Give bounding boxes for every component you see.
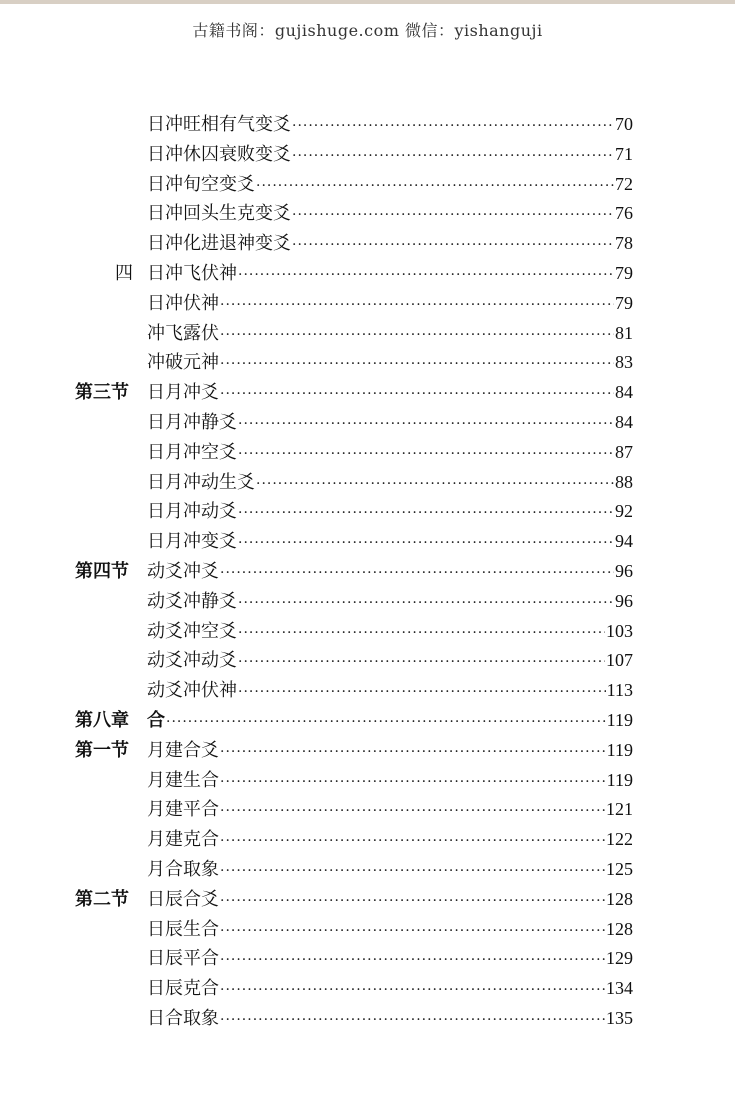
dot-leader bbox=[220, 291, 614, 321]
toc-page-number: 71 bbox=[615, 143, 633, 164]
toc-page-number: 81 bbox=[615, 322, 633, 343]
toc-entry[interactable] bbox=[147, 110, 633, 142]
toc-entry[interactable] bbox=[147, 766, 633, 798]
toc-entry-title: 冲破元神 bbox=[147, 352, 219, 374]
toc-entry[interactable] bbox=[147, 319, 633, 351]
dot-leader bbox=[238, 440, 614, 470]
toc-entry[interactable] bbox=[147, 736, 633, 768]
toc-entry[interactable] bbox=[147, 944, 633, 976]
toc-row bbox=[0, 825, 735, 855]
dot-leader bbox=[220, 738, 606, 768]
toc-entry[interactable] bbox=[147, 617, 633, 649]
toc-entry[interactable] bbox=[147, 229, 633, 261]
toc-entry-title: 日冲旺相有气变爻 bbox=[147, 114, 291, 135]
toc-entry-title: 日月冲变爻 bbox=[147, 531, 237, 553]
toc-section-label: 第二节 bbox=[75, 888, 129, 910]
dot-leader bbox=[220, 1006, 605, 1036]
toc-page-number: 128 bbox=[606, 918, 633, 939]
toc-entry-title: 月建生合 bbox=[147, 769, 219, 791]
toc-row bbox=[0, 706, 735, 736]
toc-page-number: 107 bbox=[606, 650, 633, 671]
toc-row bbox=[0, 617, 735, 647]
toc-section-label: 第一节 bbox=[75, 739, 129, 761]
watermark-text: 古籍书阁：gujishuge.com 微信：yishanguji bbox=[192, 21, 543, 40]
toc-page-number: 121 bbox=[606, 799, 633, 820]
toc-row bbox=[0, 110, 735, 140]
dot-leader bbox=[220, 321, 614, 351]
dot-leader bbox=[220, 857, 605, 887]
toc-entry-title: 冲飞露伏 bbox=[147, 322, 219, 344]
toc-entry[interactable] bbox=[147, 855, 633, 887]
toc-section-label: 第四节 bbox=[75, 560, 129, 582]
toc-entry-title: 日月冲静爻 bbox=[147, 411, 237, 433]
toc-row bbox=[0, 795, 735, 825]
toc-row bbox=[0, 140, 735, 170]
toc-entry-title: 动爻冲空爻 bbox=[147, 620, 237, 642]
toc-page-number: 96 bbox=[615, 590, 633, 611]
toc-row bbox=[0, 497, 735, 527]
toc-entry[interactable] bbox=[147, 795, 633, 827]
dot-leader bbox=[220, 917, 605, 947]
toc-entry-title: 日月冲空爻 bbox=[147, 441, 237, 463]
dot-leader bbox=[220, 350, 614, 380]
toc-row bbox=[0, 587, 735, 617]
toc-section-label: 第八章 bbox=[75, 709, 129, 731]
toc-section-label: 第三节 bbox=[75, 382, 129, 404]
toc-entry-title: 月建平合 bbox=[147, 799, 219, 821]
dot-leader bbox=[256, 172, 614, 202]
toc-row bbox=[0, 646, 735, 676]
toc-row bbox=[0, 259, 735, 289]
toc-entry[interactable] bbox=[147, 497, 633, 529]
dot-leader bbox=[238, 410, 614, 440]
toc-page-number: 79 bbox=[615, 292, 633, 313]
toc-page-number: 125 bbox=[606, 858, 633, 879]
toc-row bbox=[0, 944, 735, 974]
dot-leader bbox=[292, 201, 614, 231]
toc-page-number: 119 bbox=[606, 769, 633, 790]
toc-entry[interactable] bbox=[147, 140, 633, 172]
toc-page-number: 84 bbox=[615, 382, 633, 403]
toc-entry[interactable] bbox=[147, 885, 633, 917]
toc-page-number: 134 bbox=[606, 978, 633, 999]
toc-entry-title: 日合取象 bbox=[147, 1007, 219, 1029]
toc-row bbox=[0, 348, 735, 378]
dot-leader bbox=[166, 708, 606, 738]
toc-row bbox=[0, 408, 735, 438]
toc-entry[interactable] bbox=[147, 468, 633, 500]
toc-page-number: 83 bbox=[615, 352, 633, 373]
toc-page-number: 113 bbox=[606, 680, 633, 701]
toc-row bbox=[0, 229, 735, 259]
toc-row bbox=[0, 974, 735, 1004]
toc-page-number: 76 bbox=[615, 203, 633, 224]
toc-page-number: 119 bbox=[606, 739, 633, 760]
toc-page-number: 129 bbox=[606, 948, 633, 969]
toc-row bbox=[0, 1004, 735, 1034]
toc-page-number: 96 bbox=[615, 560, 633, 581]
dot-leader bbox=[238, 648, 605, 678]
toc-row bbox=[0, 199, 735, 229]
toc-row bbox=[0, 170, 735, 200]
dot-leader bbox=[292, 112, 614, 142]
toc-entry-title: 日冲休囚衰败变爻 bbox=[147, 143, 291, 165]
toc-entry[interactable] bbox=[147, 825, 633, 857]
toc-entry-title: 日月冲爻 bbox=[147, 382, 219, 404]
toc-page-number: 79 bbox=[615, 262, 633, 283]
dot-leader bbox=[256, 470, 614, 500]
toc-entry-title: 日月冲动生爻 bbox=[147, 471, 255, 493]
toc-row bbox=[0, 468, 735, 498]
toc-row bbox=[0, 289, 735, 319]
toc-entry-title: 日冲回头生克变爻 bbox=[147, 203, 291, 225]
dot-leader bbox=[238, 499, 614, 529]
toc-entry[interactable] bbox=[147, 170, 633, 202]
toc-entry[interactable] bbox=[147, 706, 633, 738]
toc-row bbox=[0, 676, 735, 706]
dot-leader bbox=[238, 619, 605, 649]
toc-page-number: 87 bbox=[615, 441, 633, 462]
toc-entry-title: 日月冲动爻 bbox=[147, 501, 237, 523]
toc-row bbox=[0, 378, 735, 408]
toc-entry-title: 日辰平合 bbox=[147, 948, 219, 970]
toc-row bbox=[0, 766, 735, 796]
dot-leader bbox=[220, 380, 614, 410]
toc-entry-title: 日辰合爻 bbox=[147, 888, 219, 910]
toc-page-number: 122 bbox=[606, 829, 633, 850]
toc-entry[interactable] bbox=[147, 199, 633, 231]
dot-leader bbox=[220, 559, 614, 589]
toc-page-number: 72 bbox=[615, 173, 633, 194]
toc-page-number: 103 bbox=[606, 620, 633, 641]
dot-leader bbox=[220, 976, 605, 1006]
toc-entry-title: 日冲旬空变爻 bbox=[147, 173, 255, 195]
toc-entry[interactable] bbox=[147, 438, 633, 470]
toc-page-number: 88 bbox=[615, 471, 633, 492]
toc-entry-title: 月建合爻 bbox=[147, 739, 219, 761]
toc-entry[interactable] bbox=[147, 378, 633, 410]
toc-entry-title: 动爻冲动爻 bbox=[147, 650, 237, 672]
dot-leader bbox=[238, 261, 614, 291]
toc-entry-title: 日辰生合 bbox=[147, 918, 219, 940]
dot-leader bbox=[292, 142, 614, 172]
dot-leader bbox=[220, 827, 605, 857]
dot-leader bbox=[292, 231, 614, 261]
toc-entry[interactable] bbox=[147, 289, 633, 321]
toc-row bbox=[0, 319, 735, 349]
dot-leader bbox=[220, 768, 606, 798]
toc-entry[interactable] bbox=[147, 676, 633, 708]
toc-entry-title: 日冲飞伏神 bbox=[147, 262, 237, 284]
toc-row bbox=[0, 855, 735, 885]
toc-page-number: 119 bbox=[606, 709, 633, 730]
toc-page-number: 78 bbox=[615, 233, 633, 254]
toc-row bbox=[0, 438, 735, 468]
toc-page-number: 92 bbox=[615, 501, 633, 522]
toc-entry-title: 动爻冲静爻 bbox=[147, 590, 237, 612]
toc-entry[interactable] bbox=[147, 974, 633, 1006]
toc-entry[interactable] bbox=[147, 259, 633, 291]
dot-leader bbox=[220, 797, 605, 827]
toc-entry-title: 日冲伏神 bbox=[147, 292, 219, 314]
toc-page-number: 94 bbox=[615, 531, 633, 552]
toc-entry[interactable] bbox=[147, 348, 633, 380]
toc-section-label: 四 bbox=[115, 262, 133, 284]
toc-page-number: 84 bbox=[615, 411, 633, 432]
toc-entry-title: 合 bbox=[147, 709, 165, 731]
toc-entry-title: 动爻冲伏神 bbox=[147, 680, 237, 702]
toc-row bbox=[0, 885, 735, 915]
dot-leader bbox=[238, 529, 614, 559]
dot-leader bbox=[238, 589, 614, 619]
dot-leader bbox=[238, 678, 606, 708]
toc-row bbox=[0, 527, 735, 557]
toc-entry-title: 月建克合 bbox=[147, 829, 219, 851]
toc-row bbox=[0, 557, 735, 587]
toc-page-number: 70 bbox=[615, 114, 633, 134]
table-of-contents bbox=[0, 110, 735, 1034]
toc-entry-title: 日冲化进退神变爻 bbox=[147, 233, 291, 255]
toc-entry[interactable] bbox=[147, 557, 633, 589]
toc-entry[interactable] bbox=[147, 915, 633, 947]
toc-entry[interactable] bbox=[147, 408, 633, 440]
toc-entry-title: 月合取象 bbox=[147, 858, 219, 880]
top-border bbox=[0, 0, 735, 4]
toc-entry[interactable] bbox=[147, 1004, 633, 1036]
toc-entry[interactable] bbox=[147, 646, 633, 678]
toc-entry-title: 日辰克合 bbox=[147, 978, 219, 1000]
dot-leader bbox=[220, 946, 605, 976]
toc-page-number: 135 bbox=[606, 1007, 633, 1028]
toc-entry-title: 动爻冲爻 bbox=[147, 560, 219, 582]
toc-row bbox=[0, 915, 735, 945]
toc-entry[interactable] bbox=[147, 527, 633, 559]
toc-page-number: 128 bbox=[606, 888, 633, 909]
toc-entry[interactable] bbox=[147, 587, 633, 619]
dot-leader bbox=[220, 887, 605, 917]
toc-row bbox=[0, 736, 735, 766]
